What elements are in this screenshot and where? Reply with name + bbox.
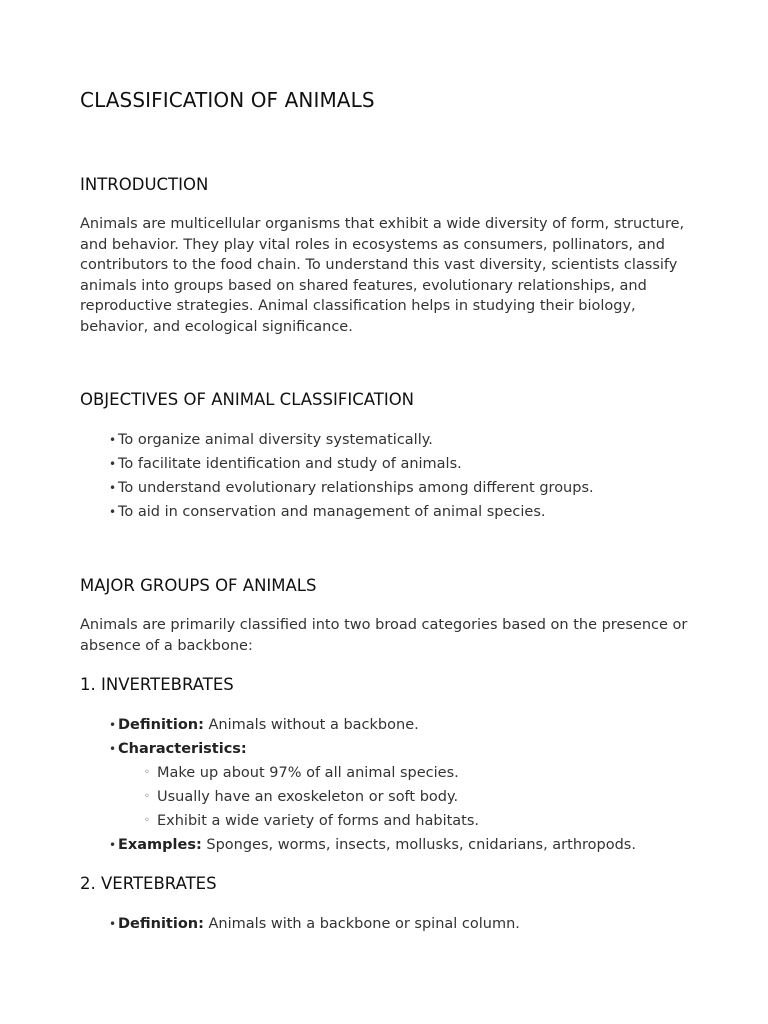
vertebrates-list bbox=[80, 914, 520, 938]
list-item bbox=[80, 835, 636, 859]
objectives-heading: OBJECTIVES OF ANIMAL CLASSIFICATION bbox=[80, 390, 415, 409]
invertebrates-heading: 1. INVERTEBRATES bbox=[80, 675, 234, 694]
bullet-icon: • bbox=[109, 718, 117, 732]
introduction-line: contributors to the food chain. To understand this vast diversity, scientists classify bbox=[80, 257, 678, 273]
examples-text: Sponges, worms, insects, mollusks, cnidarians, arthropods. bbox=[201, 837, 636, 853]
list-item: • To understand evolutionary relationships among different groups. bbox=[109, 480, 594, 496]
sub-bullet-icon: ◦ bbox=[144, 767, 150, 778]
introduction-line: reproductive strategies. Animal classification helps in studying their biology, bbox=[80, 298, 636, 314]
characteristics-label: Characteristics: bbox=[118, 741, 247, 757]
invertebrates-list bbox=[80, 715, 636, 859]
list-item: • To facilitate identification and study of animals. bbox=[109, 456, 462, 472]
bullet-icon: • bbox=[109, 457, 117, 471]
sub-bullet-icon: ◦ bbox=[144, 815, 150, 826]
definition-label: Definition: bbox=[118, 916, 204, 932]
major-groups-paragraph bbox=[80, 615, 700, 656]
introduction-line: and behavior. They play vital roles in ecosystems as consumers, pollinators, and bbox=[80, 236, 665, 253]
definition-text: Animals without a backbone. bbox=[203, 717, 419, 733]
bullet-icon: • bbox=[109, 481, 117, 495]
introduction-heading: INTRODUCTION bbox=[80, 175, 209, 194]
bullet-icon: • bbox=[109, 917, 117, 931]
list-item: ◦ Usually have an exoskeleton or soft body. bbox=[144, 789, 459, 805]
definition-text: Animals with a backbone or spinal column. bbox=[203, 916, 520, 932]
bullet-icon: • bbox=[109, 505, 117, 519]
introduction-line: Animals are multicellular organisms that exhibit a wide diversity of form, structure, bbox=[80, 216, 685, 232]
introduction-line: behavior, and ecological significance. bbox=[80, 318, 353, 335]
page-title: CLASSIFICATION OF ANIMALS bbox=[80, 88, 375, 112]
major-groups-heading: MAJOR GROUPS OF ANIMALS bbox=[80, 576, 317, 595]
introduction-paragraph bbox=[80, 214, 700, 337]
major-groups-line: Animals are primarily classified into two broad categories based on the presence or bbox=[80, 617, 688, 633]
objectives-list bbox=[80, 430, 594, 526]
bullet-icon: • bbox=[109, 433, 117, 447]
examples-label: Examples: bbox=[118, 837, 202, 853]
definition-label: Definition: bbox=[118, 717, 204, 733]
list-item bbox=[80, 739, 636, 763]
list-item: • To organize animal diversity systematically. bbox=[109, 432, 433, 448]
bullet-icon: • bbox=[109, 838, 117, 852]
major-groups-line: absence of a backbone: bbox=[80, 637, 253, 654]
list-item: • To aid in conservation and management of animal species. bbox=[109, 504, 546, 520]
list-item bbox=[80, 914, 520, 938]
list-item: ◦ Make up about 97% of all animal species. bbox=[144, 765, 459, 781]
introduction-line: animals into groups based on shared features, evolutionary relationships, and bbox=[80, 277, 647, 294]
bullet-icon: • bbox=[109, 742, 117, 756]
list-item bbox=[80, 715, 636, 739]
sub-bullet-icon: ◦ bbox=[144, 791, 150, 802]
vertebrates-heading: 2. VERTEBRATES bbox=[80, 874, 217, 893]
list-item: ◦ Exhibit a wide variety of forms and habitats. bbox=[144, 813, 480, 829]
